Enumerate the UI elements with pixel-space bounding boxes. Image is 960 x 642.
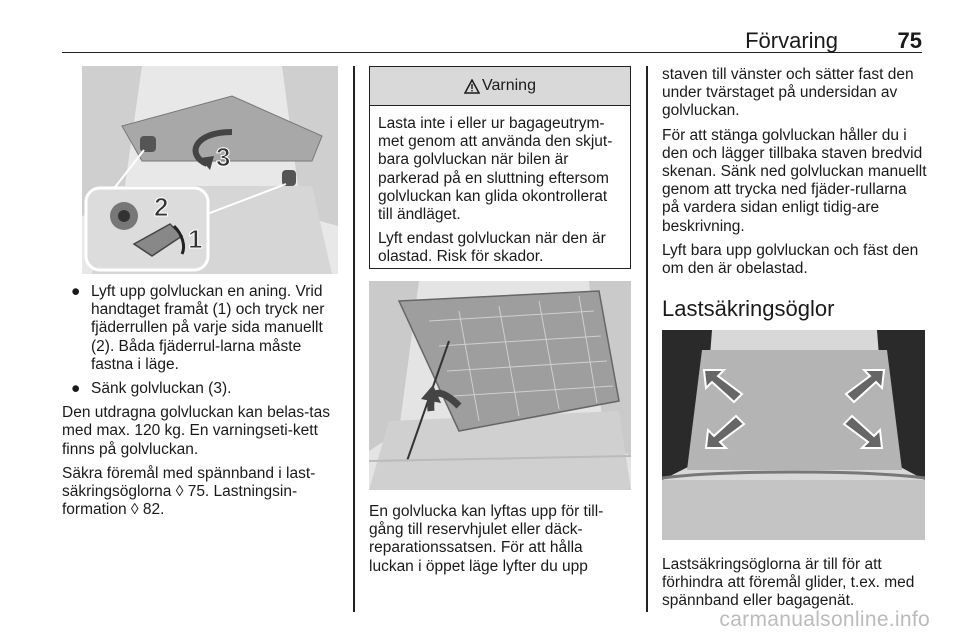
callout-3: 3 xyxy=(216,142,231,172)
paragraph-lashing-eyes: Lastsäkringsöglorna är till för att förhindra att föremål glider, t.ex. med spännband eller bagagenät. xyxy=(662,556,915,610)
column-divider-1 xyxy=(353,66,355,612)
column-2-text xyxy=(369,503,631,582)
warning-title: Varning xyxy=(482,77,536,94)
column-divider-2 xyxy=(646,66,648,612)
bullet-icon: ● xyxy=(71,380,81,398)
bullet-text: Sänk golvluckan (3). xyxy=(91,380,232,398)
paragraph-secure-cargo: Säkra föremål med spännband i last-säkringsöglorna ◊ 75. Lastningsin-formation ◊ 82. xyxy=(62,464,316,519)
list-item xyxy=(62,380,342,398)
figure-lashing-eyes xyxy=(662,330,925,540)
paragraph-load-capacity: Den utdragna golvluckan kan belas-tas med max. 120 kg. En varningseti-kett finns på golvluckan. xyxy=(62,404,330,458)
callout-2: 2 xyxy=(154,192,169,222)
warning-box xyxy=(369,66,631,269)
paragraph-rod: staven till vänster och sätter fast den under tvärstaget på undersidan av golvluckan. xyxy=(662,66,914,120)
paragraph-spare-wheel-access: En golvlucka kan lyftas upp för till-gång till reservhjulet eller däck-reparationssatsen. För att hålla luckan i öppet läge lyfter du upp xyxy=(369,503,604,575)
warning-body xyxy=(370,106,630,267)
list-item xyxy=(62,283,342,374)
warning-text-1: Lasta inte i eller ur bagageutrym-met genom att använda den skjut-bara golvluckan när bilen är parkerad på en sluttning eftersom golvluckan kan glida okontrollerat till ändläget. xyxy=(378,115,613,224)
bullet-text: Lyft upp golvluckan en aning. Vrid handtaget framåt (1) och tryck ner fjäderrullen på varje sida manuellt (2). Båda fjäderrul-larna måste fastna i läge. xyxy=(91,283,325,373)
page-header xyxy=(62,26,922,53)
section-title: Förvaring xyxy=(745,28,838,53)
page-number: 75 xyxy=(897,28,922,53)
figure-floor-panel xyxy=(82,66,338,274)
figure-raised-floor-panel xyxy=(369,281,631,490)
warning-header xyxy=(370,67,630,106)
warning-text-2: Lyft endast golvluckan när den är olastad. Risk för skador. xyxy=(378,230,606,266)
bullet-icon: ● xyxy=(71,283,81,300)
column-3-text xyxy=(662,66,927,284)
callout-1: 1 xyxy=(188,224,203,254)
column-1-text xyxy=(62,283,342,525)
section-heading-lashing-eyes: Lastsäkringsöglor xyxy=(662,296,835,321)
paragraph-lift-only-unloaded: Lyft bara upp golvluckan och fäst den om den är obelastad. xyxy=(662,241,919,278)
watermark: carmanualsonline.info xyxy=(719,608,930,631)
warning-triangle-icon xyxy=(464,79,480,94)
paragraph-close-panel: För att stänga golvluckan håller du i den och lägger tillbaka staven bredvid skenan. Sänk ned golvluckan manuellt genom att trycka ned fjäder-rullarna på vardera sidan enligt tidig-are beskrivning. xyxy=(662,126,927,235)
